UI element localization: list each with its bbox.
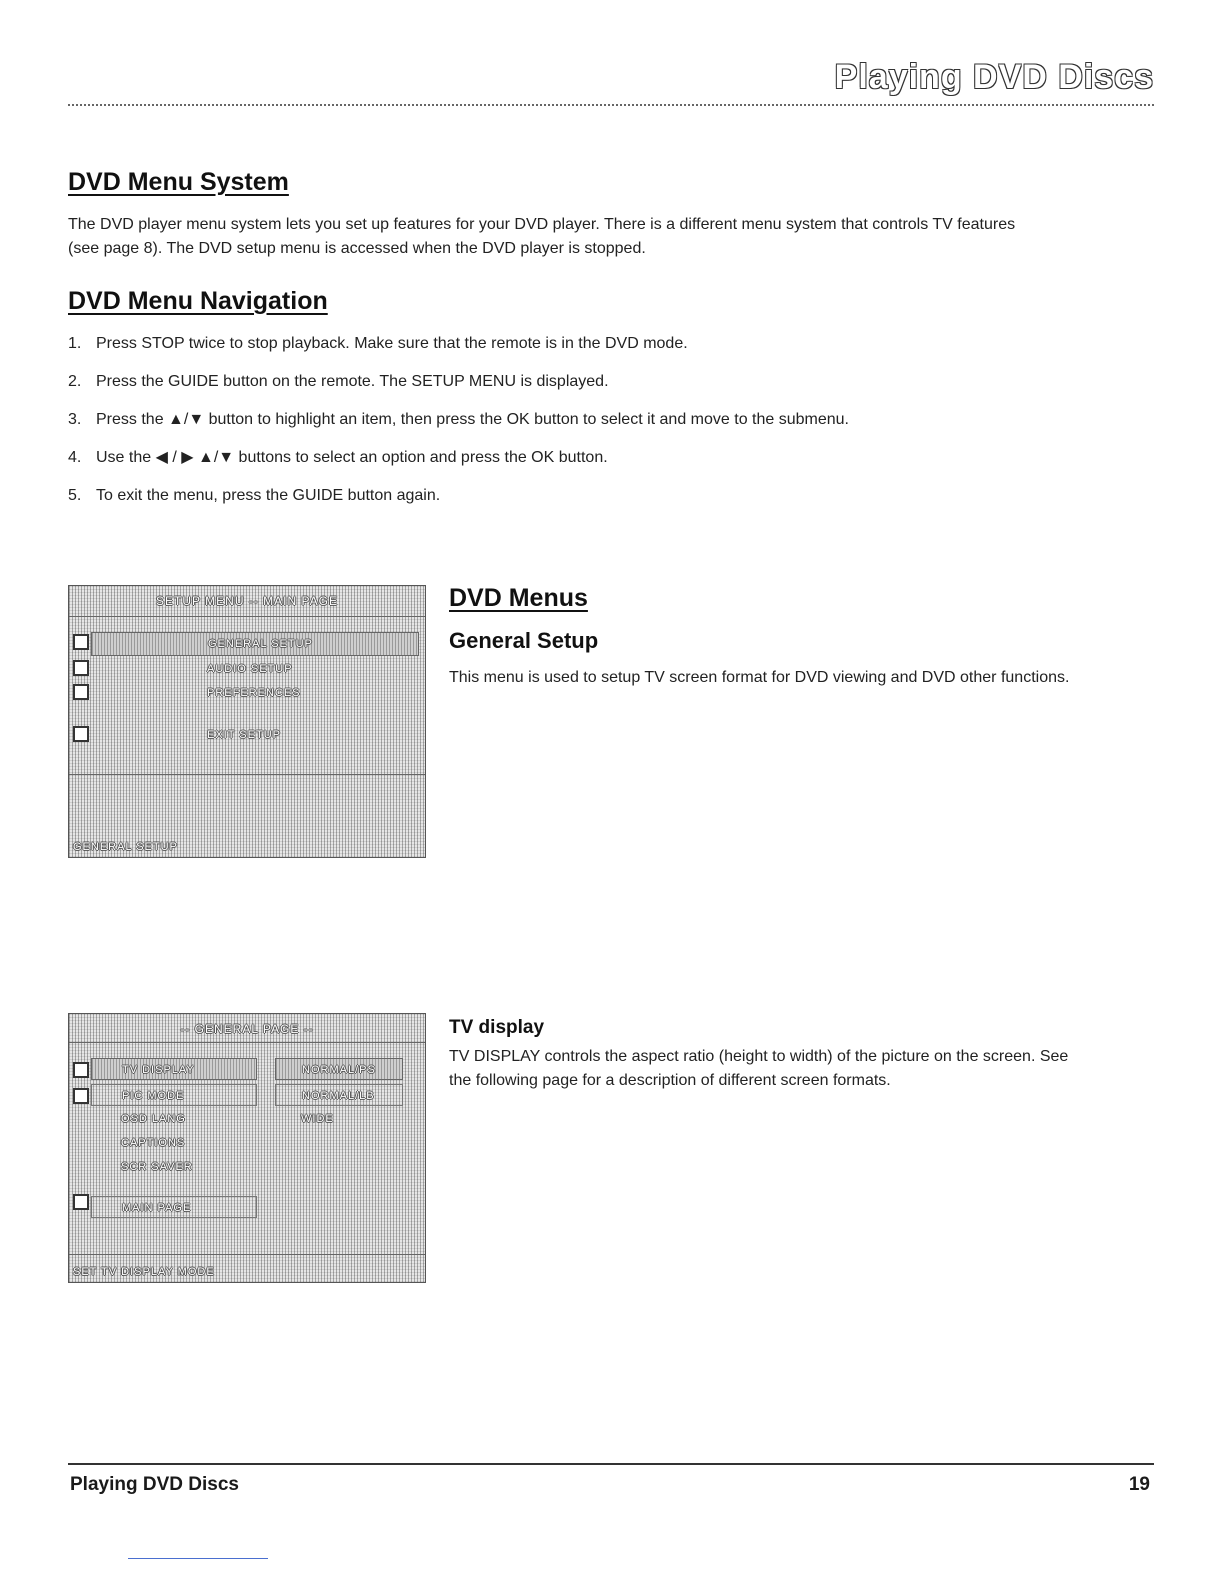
step-number: 1. <box>68 335 82 352</box>
osd-item-tv-display: TV DISPLAY <box>91 1058 257 1080</box>
tv-display-text-line1: TV DISPLAY controls the aspect ratio (height to width) of the picture on the screen. See <box>449 1048 1069 1065</box>
list-item <box>68 332 849 370</box>
preferences-icon <box>73 684 89 700</box>
audio-setup-icon <box>73 1088 89 1104</box>
general-setup-heading: General Setup <box>449 628 599 653</box>
osd-divider <box>69 774 425 775</box>
osd-item-audio-setup: AUDIO SETUP <box>207 663 293 675</box>
home-icon <box>73 1194 89 1210</box>
osd-item-captions: CAPTIONS <box>121 1137 186 1149</box>
step-text: Press the GUIDE button on the remote. The SETUP MENU is displayed. <box>96 373 609 390</box>
osd-divider <box>69 616 425 617</box>
menu-system-para-line1: The DVD player menu system lets you set up features for your DVD player. There is a different menu system that controls TV features <box>68 216 1016 233</box>
osd-title: SETUP MENU -- MAIN PAGE <box>156 594 338 608</box>
step-text: Use the ◀ / ▶ ▲/▼ buttons to select an option and press the OK button. <box>96 449 608 466</box>
osd-item-scr-saver: SCR SAVER <box>121 1161 193 1173</box>
menu-system-para-line2: (see page 8). The DVD setup menu is accessed when the DVD player is stopped. <box>68 240 646 257</box>
osd-divider <box>69 1254 425 1255</box>
header-divider <box>68 104 1154 106</box>
osd-item-osd-lang: OSD LANG <box>121 1113 186 1125</box>
general-setup-icon <box>73 634 89 650</box>
step-text: Press STOP twice to stop playback. Make sure that the remote is in the DVD mode. <box>96 335 688 352</box>
osd-footer-text: GENERAL SETUP <box>73 841 178 853</box>
dvd-menus-heading: DVD Menus <box>449 584 588 612</box>
menu-system-heading: DVD Menu System <box>68 168 289 196</box>
exit-setup-icon <box>73 726 89 742</box>
page-header-title: Playing DVD Discs <box>834 58 1154 96</box>
osd-item-preferences: PREFERENCES <box>207 687 301 699</box>
menu-navigation-heading: DVD Menu Navigation <box>68 287 328 315</box>
decorative-line <box>128 1558 268 1559</box>
tv-display-heading: TV display <box>449 1017 545 1038</box>
step-number: 5. <box>68 487 82 504</box>
list-item <box>68 446 849 484</box>
osd-footer-text: SET TV DISPLAY MODE <box>73 1266 215 1278</box>
step-number: 3. <box>68 411 82 428</box>
setup-menu-screenshot <box>68 585 426 858</box>
step-number: 2. <box>68 373 82 390</box>
osd-option-wide: WIDE <box>301 1113 334 1125</box>
footer-section-title: Playing DVD Discs <box>70 1474 239 1495</box>
step-text: Press the ▲/▼ button to highlight an item, then press the OK button to select it and move to the submenu. <box>96 411 849 428</box>
list-item <box>68 370 849 408</box>
general-page-screenshot <box>68 1013 426 1283</box>
osd-item-general-setup: GENERAL SETUP <box>91 632 419 656</box>
list-item <box>68 408 849 446</box>
general-setup-text: This menu is used to setup TV screen format for DVD viewing and DVD other functions. <box>449 669 1070 686</box>
audio-setup-icon <box>73 660 89 676</box>
page-number: 19 <box>1128 1474 1150 1495</box>
osd-item-main-page: MAIN PAGE <box>91 1196 257 1218</box>
osd-title: -- GENERAL PAGE -- <box>180 1022 314 1036</box>
osd-item-pic-mode: PIC MODE <box>91 1084 257 1106</box>
general-setup-icon <box>73 1062 89 1078</box>
osd-divider <box>69 1042 425 1043</box>
step-number: 4. <box>68 449 82 466</box>
step-text: To exit the menu, press the GUIDE button again. <box>96 487 441 504</box>
osd-option-normal-lb: NORMAL/LB <box>275 1084 403 1106</box>
osd-option-normal-ps: NORMAL/PS <box>275 1058 403 1080</box>
list-item <box>68 484 849 522</box>
navigation-steps-list <box>68 332 849 522</box>
osd-item-exit-setup: EXIT SETUP <box>207 729 281 741</box>
footer-divider <box>68 1463 1154 1465</box>
tv-display-text-line2: the following page for a description of different screen formats. <box>449 1072 891 1089</box>
